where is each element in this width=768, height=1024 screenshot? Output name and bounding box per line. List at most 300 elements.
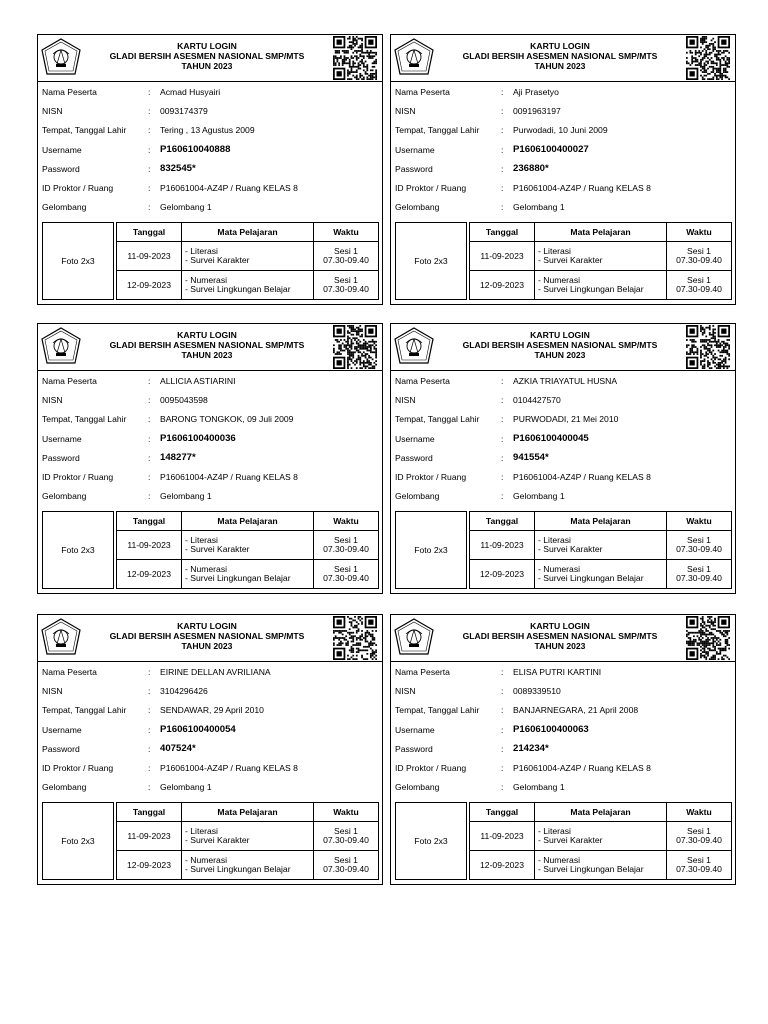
subject-item: - Survei Karakter <box>538 255 603 266</box>
schedule-header-row <box>117 803 379 822</box>
field-colon: : <box>501 686 504 697</box>
field-row-gelombang <box>38 486 382 505</box>
schedule-table <box>469 511 732 589</box>
field-colon: : <box>148 125 151 136</box>
field-colon: : <box>501 667 504 677</box>
field-value-proktor: P16061004-AZ4P / Ruang KELAS 8 <box>513 182 651 193</box>
field-label: ID Proktor / Ruang <box>42 762 114 773</box>
field-row-gelombang <box>391 777 735 796</box>
field-row-username <box>38 429 382 448</box>
field-row-proktor <box>38 467 382 486</box>
card-title-line: GLADI BERSIH ASESMEN NASIONAL SMP/MTS <box>109 51 305 61</box>
field-row-password <box>391 739 735 758</box>
field-value-nisn: 0095043598 <box>160 395 208 406</box>
table-row <box>117 242 379 271</box>
field-value-username: P1606100400036 <box>160 432 236 444</box>
field-value-ttl: BARONG TONGKOK, 09 Juli 2009 <box>160 414 294 425</box>
field-label: NISN <box>42 395 63 406</box>
field-label: Tempat, Tanggal Lahir <box>42 414 127 425</box>
field-label: Nama Peserta <box>42 667 97 677</box>
field-label: Password <box>395 452 433 463</box>
column-header: Waktu <box>667 223 732 242</box>
field-value-nisn: 0093174379 <box>160 106 208 117</box>
schedule-time <box>314 242 379 271</box>
card-bottom <box>38 796 382 884</box>
field-colon: : <box>501 163 504 174</box>
field-colon: : <box>501 782 504 793</box>
field-colon: : <box>148 144 151 155</box>
field-colon: : <box>148 705 151 716</box>
session-hours: 07.30-09.40 <box>323 255 369 266</box>
field-value-password: 832545* <box>160 162 196 174</box>
login-card <box>390 323 736 594</box>
card-title <box>84 330 330 360</box>
qr-code <box>333 36 379 80</box>
photo-label: Foto 2x3 <box>61 545 95 556</box>
field-value-nama: ALLICIA ASTIARINI <box>160 376 236 386</box>
field-value-proktor: P16061004-AZ4P / Ruang KELAS 8 <box>160 471 298 482</box>
subject-item: - Survei Karakter <box>538 835 603 846</box>
field-row-ttl <box>391 120 735 139</box>
field-label: Gelombang <box>42 782 87 793</box>
field-label: Password <box>42 452 80 463</box>
session-hours: 07.30-09.40 <box>676 573 722 584</box>
field-label: Nama Peserta <box>42 87 97 97</box>
field-label: NISN <box>395 106 416 117</box>
field-row-nama <box>38 82 382 101</box>
field-label: ID Proktor / Ruang <box>395 182 467 193</box>
field-row-nisn <box>391 390 735 409</box>
schedule-time <box>667 271 732 300</box>
participant-details <box>391 662 735 796</box>
logo <box>394 327 434 365</box>
schedule-date: 12-09-2023 <box>117 851 182 880</box>
field-value-nama: Aji Prasetyo <box>513 87 559 97</box>
session-hours: 07.30-09.40 <box>676 284 722 295</box>
column-header: Waktu <box>314 512 379 531</box>
field-colon: : <box>501 414 504 425</box>
participant-details <box>38 371 382 505</box>
schedule-table <box>469 802 732 880</box>
session-hours: 07.30-09.40 <box>323 284 369 295</box>
field-label: NISN <box>42 686 63 697</box>
photo-placeholder <box>395 511 467 589</box>
table-row <box>117 851 379 880</box>
field-colon: : <box>501 125 504 136</box>
schedule-time <box>667 531 732 560</box>
field-colon: : <box>501 202 504 213</box>
field-colon: : <box>148 491 151 502</box>
field-value-password: 236880* <box>513 162 549 174</box>
qr-code <box>333 616 379 660</box>
field-colon: : <box>148 667 151 677</box>
session-label: Sesi 1 <box>334 274 358 285</box>
table-row <box>470 851 732 880</box>
schedule-subjects <box>535 531 667 560</box>
column-header: Tanggal <box>470 512 535 531</box>
card-title <box>437 330 683 360</box>
schedule-subjects <box>182 560 314 589</box>
field-value-ttl: PURWODADI, 21 Mei 2010 <box>513 414 619 425</box>
field-row-proktor <box>391 178 735 197</box>
card-title-line: TAHUN 2023 <box>534 641 586 651</box>
column-header: Tanggal <box>117 512 182 531</box>
subject-item: - Survei Lingkungan Belajar <box>185 284 291 295</box>
card-title-line: TAHUN 2023 <box>181 61 233 71</box>
field-row-ttl <box>38 409 382 428</box>
subject-item: - Survei Karakter <box>538 544 603 555</box>
card-bottom <box>38 216 382 304</box>
column-header: Mata Pelajaran <box>182 512 314 531</box>
field-value-nisn: 3104296426 <box>160 686 208 697</box>
schedule-date: 11-09-2023 <box>470 242 535 271</box>
card-bottom <box>391 216 735 304</box>
field-colon: : <box>501 106 504 117</box>
field-row-username <box>38 720 382 739</box>
field-label: NISN <box>395 686 416 697</box>
field-value-nama: ELISA PUTRI KARTINI <box>513 667 602 677</box>
field-label: Username <box>42 144 82 155</box>
photo-label: Foto 2x3 <box>61 256 95 267</box>
table-row <box>470 271 732 300</box>
schedule-date: 12-09-2023 <box>117 560 182 589</box>
field-row-nisn <box>391 681 735 700</box>
table-row <box>117 822 379 851</box>
field-colon: : <box>148 686 151 697</box>
field-value-ttl: Purwodadi, 10 Juni 2009 <box>513 125 608 136</box>
field-row-nisn <box>38 101 382 120</box>
logo <box>41 327 81 365</box>
field-colon: : <box>501 433 504 444</box>
field-value-password: 148277* <box>160 451 196 463</box>
field-value-gelombang: Gelombang 1 <box>513 782 565 793</box>
card-title-line: KARTU LOGIN <box>530 41 590 51</box>
field-label: Nama Peserta <box>395 667 450 677</box>
field-colon: : <box>148 376 151 386</box>
card-title-line: KARTU LOGIN <box>177 330 237 340</box>
tut-wuri-handayani-logo <box>394 327 434 365</box>
photo-label: Foto 2x3 <box>61 836 95 847</box>
schedule-date: 11-09-2023 <box>470 822 535 851</box>
field-colon: : <box>148 762 151 773</box>
session-label: Sesi 1 <box>687 274 711 285</box>
field-row-username <box>391 720 735 739</box>
subject-item: - Survei Karakter <box>185 255 250 266</box>
field-label: Tempat, Tanggal Lahir <box>42 125 127 136</box>
field-value-username: P160610040888 <box>160 143 231 155</box>
field-value-nisn: 0091963197 <box>513 106 561 117</box>
session-hours: 07.30-09.40 <box>676 864 722 875</box>
qr-code-icon <box>686 616 730 660</box>
field-value-nisn: 0089339510 <box>513 686 561 697</box>
schedule-time <box>314 271 379 300</box>
field-row-proktor <box>38 758 382 777</box>
participant-details <box>391 82 735 216</box>
schedule-subjects <box>182 822 314 851</box>
logo <box>394 38 434 76</box>
participant-details <box>38 662 382 796</box>
field-colon: : <box>501 471 504 482</box>
schedule-subjects <box>182 242 314 271</box>
subject-item: - Literasi <box>185 534 218 545</box>
field-row-password <box>38 739 382 758</box>
card-title-line: KARTU LOGIN <box>177 621 237 631</box>
card-header <box>38 35 382 82</box>
field-row-username <box>391 140 735 159</box>
field-label: Gelombang <box>395 202 440 213</box>
schedule-subjects <box>182 271 314 300</box>
field-row-proktor <box>391 467 735 486</box>
card-title <box>437 621 683 651</box>
subject-item: - Numerasi <box>538 563 581 574</box>
column-header: Waktu <box>314 223 379 242</box>
field-colon: : <box>148 87 151 97</box>
subject-item: - Literasi <box>185 245 218 256</box>
card-bottom <box>38 505 382 593</box>
column-header: Waktu <box>667 803 732 822</box>
schedule-time <box>667 242 732 271</box>
field-value-username: P1606100400027 <box>513 143 589 155</box>
field-colon: : <box>501 395 504 406</box>
table-row <box>117 271 379 300</box>
field-colon: : <box>148 414 151 425</box>
field-row-gelombang <box>38 197 382 216</box>
session-hours: 07.30-09.40 <box>323 544 369 555</box>
column-header: Mata Pelajaran <box>535 512 667 531</box>
card-bottom <box>391 796 735 884</box>
field-colon: : <box>501 491 504 502</box>
field-label: Username <box>42 724 82 735</box>
schedule-time <box>667 851 732 880</box>
field-row-nama <box>391 82 735 101</box>
field-row-username <box>391 429 735 448</box>
field-value-proktor: P16061004-AZ4P / Ruang KELAS 8 <box>513 762 651 773</box>
field-row-password <box>38 448 382 467</box>
field-colon: : <box>501 452 504 463</box>
schedule-date: 12-09-2023 <box>470 560 535 589</box>
subject-item: - Literasi <box>185 825 218 836</box>
field-row-ttl <box>38 700 382 719</box>
column-header: Mata Pelajaran <box>535 803 667 822</box>
field-colon: : <box>148 743 151 754</box>
table-row <box>470 560 732 589</box>
card-title-line: GLADI BERSIH ASESMEN NASIONAL SMP/MTS <box>462 631 658 641</box>
schedule-subjects <box>182 531 314 560</box>
schedule-subjects <box>535 851 667 880</box>
field-row-ttl <box>391 409 735 428</box>
qr-code-icon <box>333 616 377 660</box>
column-header: Tanggal <box>470 223 535 242</box>
subject-item: - Literasi <box>538 534 571 545</box>
subject-item: - Numerasi <box>185 563 228 574</box>
session-hours: 07.30-09.40 <box>676 255 722 266</box>
qr-code-icon <box>333 36 377 80</box>
card-header <box>391 35 735 82</box>
field-value-password: 407524* <box>160 742 196 754</box>
qr-code-icon <box>333 325 377 369</box>
field-row-gelombang <box>391 197 735 216</box>
field-colon: : <box>148 395 151 406</box>
column-header: Mata Pelajaran <box>182 803 314 822</box>
field-label: NISN <box>42 106 63 117</box>
schedule-table <box>116 222 379 300</box>
field-value-username: P1606100400045 <box>513 432 589 444</box>
schedule-time <box>314 560 379 589</box>
field-label: ID Proktor / Ruang <box>395 762 467 773</box>
logo <box>41 618 81 656</box>
field-row-nama <box>391 371 735 390</box>
qr-code <box>686 36 732 80</box>
field-row-gelombang <box>38 777 382 796</box>
field-value-nama: Acmad Husyairi <box>160 87 221 97</box>
schedule-date: 11-09-2023 <box>117 242 182 271</box>
session-hours: 07.30-09.40 <box>676 835 722 846</box>
qr-code-icon <box>686 36 730 80</box>
field-label: Nama Peserta <box>42 376 97 386</box>
subject-item: - Numerasi <box>185 854 228 865</box>
field-row-proktor <box>38 178 382 197</box>
photo-placeholder <box>42 802 114 880</box>
schedule-subjects <box>182 851 314 880</box>
field-label: Password <box>395 743 433 754</box>
field-value-username: P1606100400054 <box>160 723 236 735</box>
session-hours: 07.30-09.40 <box>676 544 722 555</box>
field-label: Gelombang <box>42 491 87 502</box>
field-value-gelombang: Gelombang 1 <box>513 202 565 213</box>
schedule-date: 11-09-2023 <box>117 822 182 851</box>
field-colon: : <box>148 433 151 444</box>
column-header: Tanggal <box>117 803 182 822</box>
schedule-date: 12-09-2023 <box>470 851 535 880</box>
card-title <box>84 41 330 71</box>
subject-item: - Survei Karakter <box>185 835 250 846</box>
schedule-header-row <box>470 223 732 242</box>
session-label: Sesi 1 <box>334 854 358 865</box>
field-colon: : <box>148 106 151 117</box>
card-header <box>38 615 382 662</box>
field-value-password: 214234* <box>513 742 549 754</box>
schedule-date: 11-09-2023 <box>117 531 182 560</box>
schedule-subjects <box>535 242 667 271</box>
field-row-nama <box>38 662 382 681</box>
field-colon: : <box>148 782 151 793</box>
schedule-header-row <box>117 223 379 242</box>
card-title-line: KARTU LOGIN <box>530 621 590 631</box>
schedule-subjects <box>535 271 667 300</box>
tut-wuri-handayani-logo <box>41 618 81 656</box>
card-header <box>391 615 735 662</box>
tut-wuri-handayani-logo <box>394 38 434 76</box>
column-header: Waktu <box>667 512 732 531</box>
field-value-proktor: P16061004-AZ4P / Ruang KELAS 8 <box>160 762 298 773</box>
field-label: Password <box>395 163 433 174</box>
subject-item: - Survei Lingkungan Belajar <box>538 864 644 875</box>
field-row-nama <box>38 371 382 390</box>
field-value-proktor: P16061004-AZ4P / Ruang KELAS 8 <box>160 182 298 193</box>
photo-placeholder <box>395 802 467 880</box>
schedule-date: 12-09-2023 <box>117 271 182 300</box>
session-label: Sesi 1 <box>334 825 358 836</box>
card-title-line: TAHUN 2023 <box>181 350 233 360</box>
table-row <box>117 531 379 560</box>
subject-item: - Numerasi <box>185 274 228 285</box>
login-card <box>37 34 383 305</box>
card-title-line: GLADI BERSIH ASESMEN NASIONAL SMP/MTS <box>109 340 305 350</box>
field-colon: : <box>501 376 504 386</box>
field-label: ID Proktor / Ruang <box>395 471 467 482</box>
field-label: Gelombang <box>395 491 440 502</box>
field-colon: : <box>501 705 504 716</box>
card-title-line: GLADI BERSIH ASESMEN NASIONAL SMP/MTS <box>462 51 658 61</box>
card-title-line: GLADI BERSIH ASESMEN NASIONAL SMP/MTS <box>462 340 658 350</box>
column-header: Waktu <box>314 803 379 822</box>
photo-label: Foto 2x3 <box>414 256 448 267</box>
field-row-nama <box>391 662 735 681</box>
field-value-gelombang: Gelombang 1 <box>160 202 212 213</box>
schedule-header-row <box>117 512 379 531</box>
field-colon: : <box>148 452 151 463</box>
subject-item: - Survei Lingkungan Belajar <box>538 284 644 295</box>
subject-item: - Literasi <box>538 825 571 836</box>
schedule-table <box>116 802 379 880</box>
column-header: Mata Pelajaran <box>535 223 667 242</box>
schedule-time <box>667 822 732 851</box>
field-label: ID Proktor / Ruang <box>42 182 114 193</box>
field-label: Tempat, Tanggal Lahir <box>395 125 480 136</box>
tut-wuri-handayani-logo <box>41 327 81 365</box>
session-label: Sesi 1 <box>687 245 711 256</box>
field-value-gelombang: Gelombang 1 <box>160 782 212 793</box>
field-row-ttl <box>38 120 382 139</box>
session-label: Sesi 1 <box>687 534 711 545</box>
column-header: Mata Pelajaran <box>182 223 314 242</box>
field-value-ttl: SENDAWAR, 29 April 2010 <box>160 705 264 716</box>
field-label: Username <box>395 433 435 444</box>
subject-item: - Survei Lingkungan Belajar <box>185 573 291 584</box>
schedule-date: 12-09-2023 <box>470 271 535 300</box>
schedule-subjects <box>535 560 667 589</box>
field-value-proktor: P16061004-AZ4P / Ruang KELAS 8 <box>513 471 651 482</box>
photo-placeholder <box>42 511 114 589</box>
card-title-line: KARTU LOGIN <box>177 41 237 51</box>
field-row-nisn <box>38 681 382 700</box>
field-label: ID Proktor / Ruang <box>42 471 114 482</box>
card-title-line: TAHUN 2023 <box>181 641 233 651</box>
login-card <box>37 323 383 594</box>
session-hours: 07.30-09.40 <box>323 864 369 875</box>
photo-placeholder <box>42 222 114 300</box>
field-row-ttl <box>391 700 735 719</box>
schedule-date: 11-09-2023 <box>470 531 535 560</box>
tut-wuri-handayani-logo <box>394 618 434 656</box>
field-row-proktor <box>391 758 735 777</box>
schedule-subjects <box>535 822 667 851</box>
session-label: Sesi 1 <box>334 534 358 545</box>
schedule-time <box>314 851 379 880</box>
schedule-table <box>469 222 732 300</box>
table-row <box>470 531 732 560</box>
field-row-nisn <box>391 101 735 120</box>
field-label: Tempat, Tanggal Lahir <box>42 705 127 716</box>
card-title <box>437 41 683 71</box>
logo <box>41 38 81 76</box>
session-label: Sesi 1 <box>334 563 358 574</box>
card-bottom <box>391 505 735 593</box>
field-colon: : <box>501 144 504 155</box>
tut-wuri-handayani-logo <box>41 38 81 76</box>
subject-item: - Survei Lingkungan Belajar <box>185 864 291 875</box>
card-title-line: KARTU LOGIN <box>530 330 590 340</box>
